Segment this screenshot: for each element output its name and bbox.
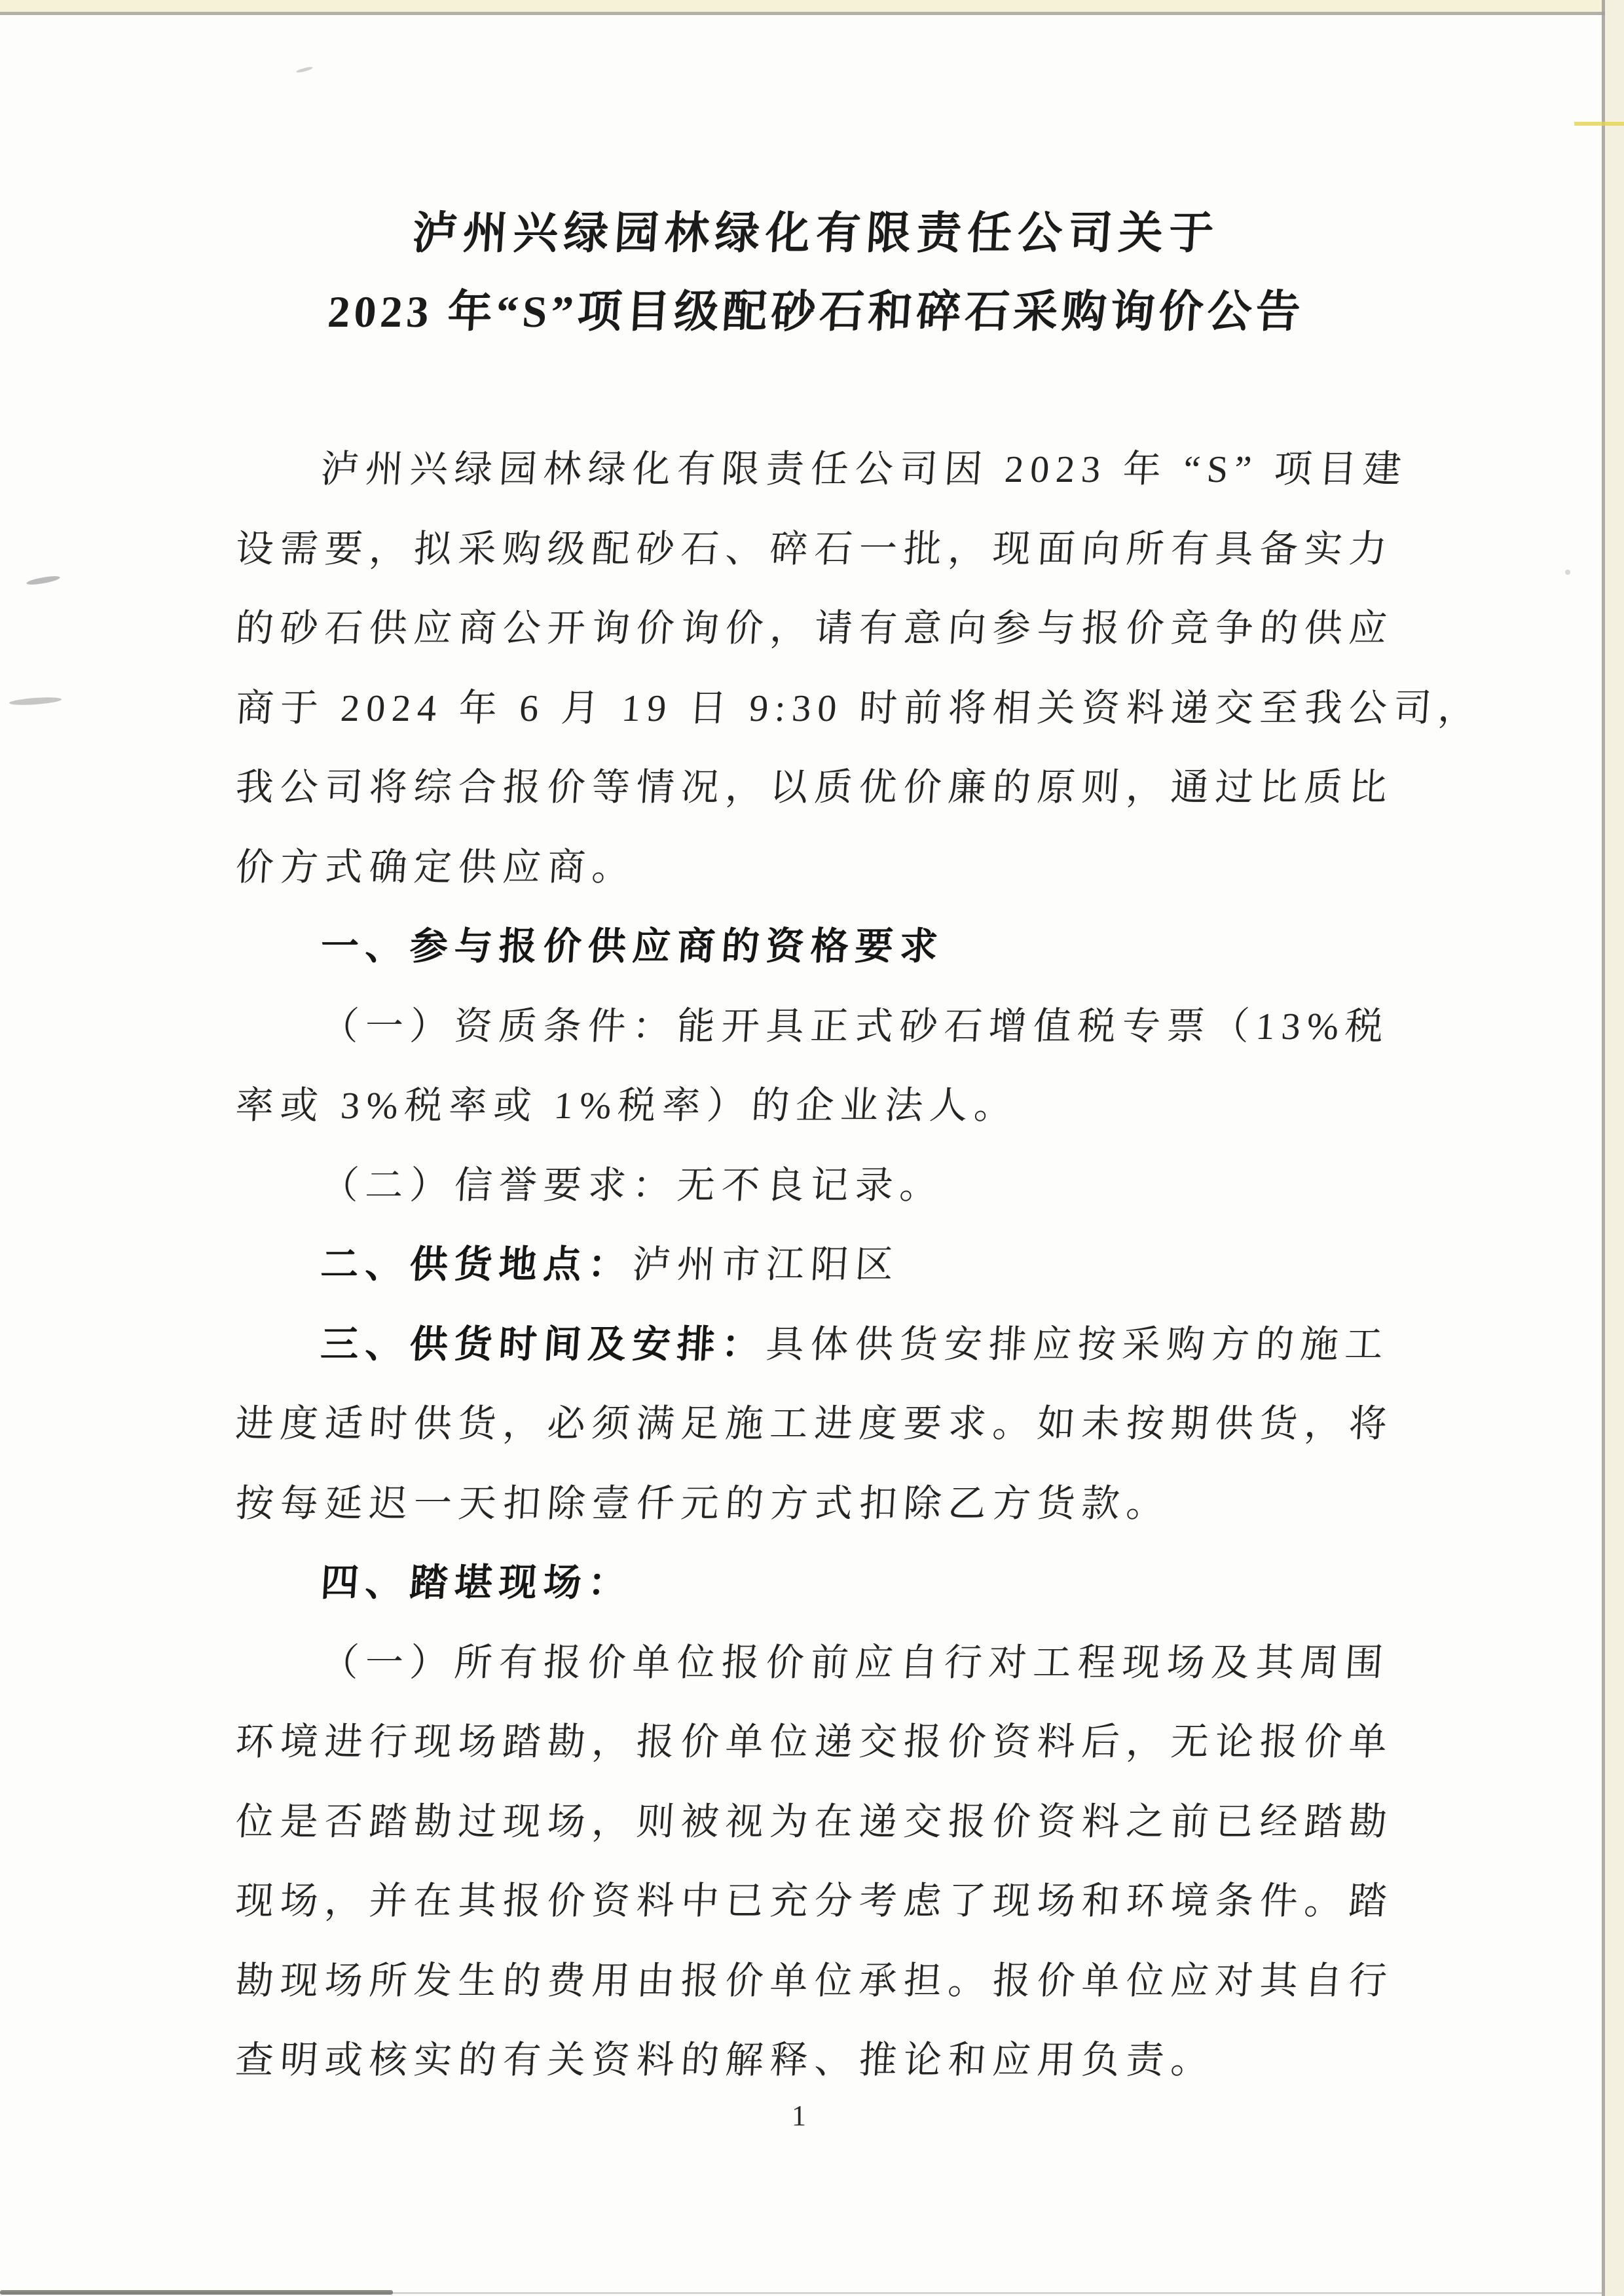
paragraph-line: 查明或核实的有关资料的解释、推论和应用负责。 [234,2039,1217,2081]
paragraph-line: 我公司将综合报价等情况，以质优价廉的原则，通过比质比 [234,766,1395,809]
document-title-line-1: 泸州兴绿园林绿化有限责任公司关于 [411,208,1221,258]
scan-right-edge-line [1602,0,1605,2296]
scan-speck-artifact [1565,570,1570,575]
scan-speck-artifact [9,696,62,706]
paragraph-line: 环境进行现场踏勘，报价单位递交报价资料后，无论报价单 [234,1721,1395,1763]
paragraph-line: 勘现场所发生的费用由报价单位承担。报价单位应对其自行 [234,1959,1395,2002]
paragraph-line: 商于 2024 年 6 月 19 日 9:30 时前将相关资料递交至我公司， [234,687,1484,729]
scan-speck-artifact [26,575,61,587]
scan-yellow-mark [1574,122,1624,126]
paragraph-line: 的砂石供应商公开询价询价，请有意向参与报价竞争的供应 [234,607,1395,649]
section-heading-4: 四、踏堪现场： [319,1561,634,1604]
page-number: 1 [792,2100,806,2132]
paragraph-line: （一）所有报价单位报价前应自行对工程现场及其周围 [319,1641,1391,1684]
section-heading-2: 二、供货地点：泸州市江阳区 [319,1243,901,1286]
paragraph-line: 设需要，拟采购级配砂石、碎石一批，现面向所有具备实力 [234,528,1395,570]
scan-speck-artifact [296,66,313,74]
paragraph-line: 按每延迟一天扣除壹仟元的方式扣除乙方货款。 [234,1482,1172,1525]
paragraph-line: 现场，并在其报价资料中已充分考虑了现场和环境条件。踏 [234,1880,1395,1922]
section-heading-3: 三、供货时间及安排：具体供货安排应按采购方的施工 [319,1323,1391,1366]
paragraph-line: 率或 3%税率或 1%税率）的企业法人。 [234,1084,1020,1127]
scan-bottom-left-shadow [0,2290,393,2295]
paragraph-line: （二）信誉要求：无不良记录。 [319,1164,946,1207]
paragraph-line: 位是否踏勘过现场，则被视为在递交报价资料之前已经踏勘 [234,1800,1395,1843]
paragraph-line: 泸州兴绿园林绿化有限责任公司因 2023 年 “S” 项目建 [319,448,1409,490]
scan-top-edge-band [0,0,1624,12]
paragraph-line: 价方式确定供应商。 [234,846,638,888]
document-title-line-2: 2023 年“S”项目级配砂石和碎石采购询价公告 [326,287,1306,337]
paragraph-line: 进度适时供货，必须满足施工进度要求。如未按期供货，将 [234,1402,1395,1445]
paragraph-line: （一）资质条件：能开具正式砂石增值税专票（13%税 [319,1005,1392,1048]
section-heading-1: 一、参与报价供应商的资格要求 [319,925,946,968]
scan-top-edge-line [0,12,1624,15]
scan-right-edge-band [1605,0,1624,2296]
